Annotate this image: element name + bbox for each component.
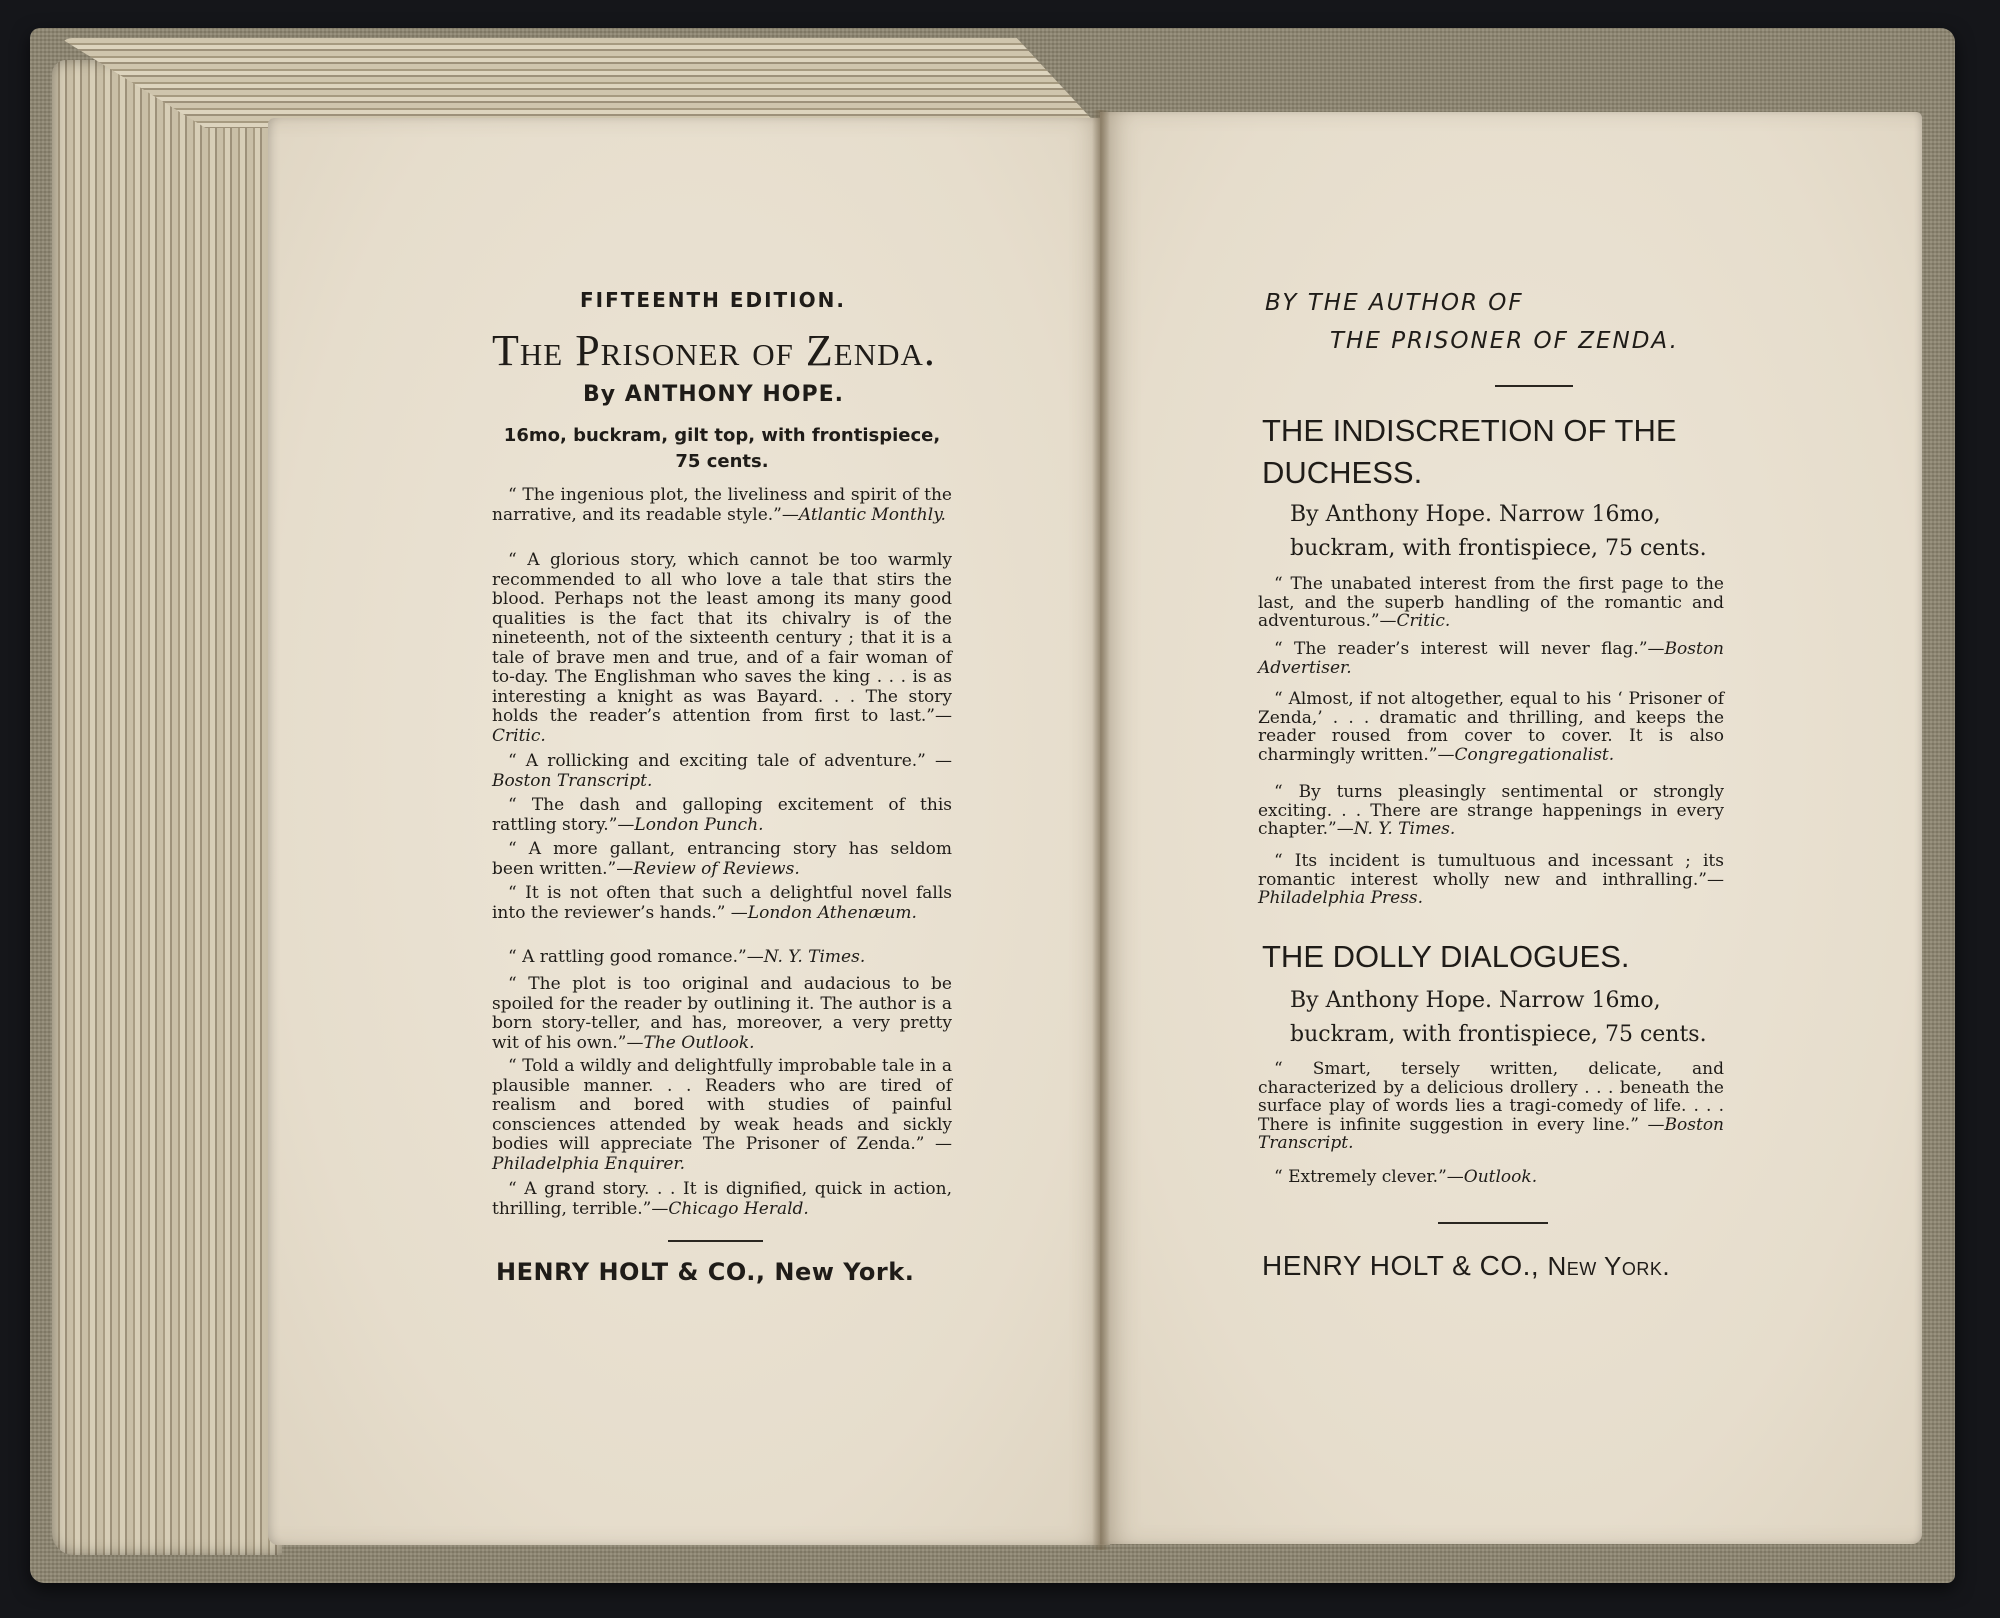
review-quote: “ Almost, if not altogether, equal to his ‘ Prisoner of Zenda,’ . . . dramatic and thrilling, and keeps the reader roused from cover to cover. It is also charmingly written.”—Congregationalist. <box>1258 689 1724 765</box>
publisher-line <box>1262 1250 1670 1282</box>
review-quote: “ The dash and galloping excitement of this rattling story.”—London Punch. <box>492 795 952 835</box>
author-byline-2: THE PRISONER OF ZENDA. <box>1330 328 1679 354</box>
book2-title: THE DOLLY DIALOGUES. <box>1262 939 1630 974</box>
review-quote: “ The unabated interest from the first page to the last, and the superb handling of the romantic and adventurous.”—Critic. <box>1258 574 1724 631</box>
publisher-city: New York. <box>1547 1251 1671 1281</box>
review-quote: “ A rollicking and exciting tale of adventure.” —Boston Transcript. <box>492 751 952 791</box>
edition-heading: FIFTEENTH EDITION. <box>580 288 846 312</box>
review-quote: “ Its incident is tumultuous and incessant ; its romantic interest wholly new and inthralling.”—Philadelphia Press. <box>1258 851 1724 908</box>
book2-meta: By Anthony Hope. Narrow 16mo, buckram, with frontispiece, 75 cents. <box>1290 988 1707 1047</box>
page-block-top <box>60 38 1100 128</box>
review-quote: “ A rattling good romance.”—N. Y. Times. <box>508 947 866 967</box>
review-quote: “ The ingenious plot, the liveliness and spirit of the narrative, and its readable style.”—Atlantic Monthly. <box>492 485 952 525</box>
book-author: By ANTHONY HOPE. <box>583 382 844 407</box>
review-quote: “ A more gallant, entrancing story has seldom been written.”—Review of Reviews. <box>492 839 952 879</box>
gutter <box>1092 110 1110 1550</box>
review-quote: “ The reader’s interest will never flag.”—Boston Advertiser. <box>1258 639 1724 678</box>
book1-title: THE INDISCRETION OF THE DUCHESS. <box>1262 413 1677 490</box>
book-title: The Prisoner of Zenda. <box>492 326 936 375</box>
book1-meta: By Anthony Hope. Narrow 16mo, buckram, with frontispiece, 75 cents. <box>1290 502 1707 561</box>
divider-rule <box>1495 385 1573 387</box>
author-byline-1: BY THE AUTHOR OF <box>1265 290 1524 316</box>
divider-rule <box>1438 1222 1548 1224</box>
review-quote: “ Extremely clever.”—Outlook. <box>1274 1167 1538 1187</box>
publisher-name: HENRY HOLT & CO., <box>1262 1250 1540 1281</box>
review-quote: “ Told a wildly and delightfully improbable tale in a plausible manner. . . Readers who are tired of realism and bored with studies of painful consciences attended by weak heads and sickly bodies will appreciate The Prisoner of Zenda.” —Philadelphia Enquirer. <box>492 1056 952 1174</box>
review-quote: “ The plot is too original and audacious to be spoiled for the reader by outlining it. The author is a born story-teller, and has, moreover, a very pretty wit of his own.”—The Outlook. <box>492 974 952 1053</box>
review-quote: “ Smart, tersely written, delicate, and characterized by a delicious drollery . . . beneath the surface play of words lies a tragi-comedy of life. . . . There is infinite suggestion in every line.” —Boston Transcript. <box>1258 1059 1724 1153</box>
review-quote: “ By turns pleasingly sentimental or strongly exciting. . . There are strange happenings in every chapter.”—N. Y. Times. <box>1258 782 1724 839</box>
review-quote: “ It is not often that such a delightful novel falls into the reviewer’s hands.” —London Athenæum. <box>492 883 952 923</box>
page-block-edges <box>52 60 282 1555</box>
book-format: 16mo, buckram, gilt top, with frontispiece, 75 cents. <box>503 425 941 472</box>
publisher-line: HENRY HOLT & CO., New York. <box>496 1258 915 1286</box>
review-quote: “ A grand story. . . It is dignified, quick in action, thrilling, terrible.”—Chicago Herald. <box>492 1179 952 1219</box>
divider-rule <box>668 1240 763 1242</box>
review-quote: “ A glorious story, which cannot be too warmly recommended to all who love a tale that stirs the blood. Perhaps not the least among its many good qualities is the fact that its chivalry is of the nineteenth, not of the sixteenth century ; that it is a tale of brave men and true, and of a fair woman of to-day. The Englishman who saves the king . . . is as interesting a knight as was Bayard. . . The story holds the reader’s attention from first to last.”—Critic. <box>492 550 952 746</box>
